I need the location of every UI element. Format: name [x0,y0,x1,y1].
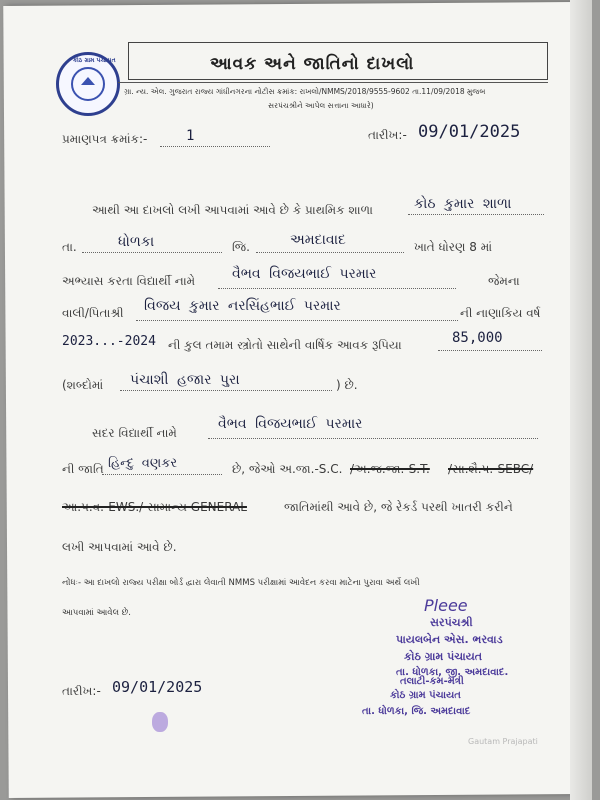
panchayat-seal [56,52,120,116]
standard-text: ખાતે ધોરણ 8 માં [414,240,493,254]
caste-st-text: /અ.જ.જા.-S.T. [350,462,430,476]
talati-title: તલાટી-કમ-મંત્રી [400,676,464,687]
caste-ews-general-text: આ.પ.વ.-EWS./ સામાન્ય GENERAL [62,500,247,514]
dotted-line [256,252,404,253]
talati-panchayat: કોઠ ગ્રામ પંચાયત [390,690,461,701]
caste-suffix: જાતિમાંથી આવે છે, જે રેકર્ડ પરથી ખાતરી કરીને [284,500,513,514]
house-icon [81,77,95,85]
caste-prefix: ની જાતિ [62,462,104,476]
certificate-title: આવક અને જાતિનો દાખલો [210,54,415,74]
words-suffix: ) છે. [336,378,358,392]
dotted-line [438,350,542,351]
dotted-line [160,146,270,147]
parent-prefix: વાલી/પિતાશ્રી [62,306,124,320]
closing-text: લખી આપવામાં આવે છે. [62,540,177,554]
financial-year: 2023...-2024 [62,334,156,349]
date-value: 09/01/2025 [418,122,521,142]
sarpanch-name: પાયલબેન એસ. ભરવાડ [396,633,503,646]
header-reference-line2: સરપંચશ્રીને આપેલ સત્તાના આધારે) [268,101,374,110]
income-value: 85,000 [452,330,503,346]
dotted-line [218,288,456,289]
student-suffix: જેમના [488,274,520,288]
student2-name: વૈભવ વિજયભાઈ પરમાર [218,416,363,432]
district-value: અમદાવાદ [290,232,346,248]
watermark: Gautam Prajapati [468,737,538,746]
dotted-line [120,390,332,391]
note-line2: આપવામાં આવેલ છે. [62,608,132,618]
student2-prefix: સદર વિદ્યાર્થી નામે [92,426,177,440]
intro-text: આથી આ દાખલો લખી આપવામાં આવે છે કે પ્રાથમિક શાળા [92,203,373,217]
school-name: કોઠ કુમાર શાળા [414,196,512,212]
sarpanch-title: સરપંચશ્રી [430,616,473,629]
student-prefix: અભ્યાસ કરતા વિદ્યાર્થી નામે [62,274,196,288]
sarpanch-place: તા. ધોળકા, જી. અમદાવાદ. [396,667,509,678]
sarpanch-signature: Pleee [424,596,468,615]
seal-ring-text: કોઠ ગ્રામ પંચાયત [73,57,116,64]
header-reference-line1: ગ્રા. ન્ય. એલ. ગુજરાત રાજ્ય ગાંધીનગરના નોટીસ ક્રમાંક: રાખલો/NMMS/2018/9555-9602 તા.11/09/2018 મુજબ [124,87,486,96]
words-prefix: (શબ્દોમાં [62,378,104,392]
dotted-line [82,252,222,253]
income-text: ની કુલ તમામ સ્ત્રોતો સાથેની વાર્ષિક આવક રૂપિયા [168,338,402,352]
dotted-line [408,214,544,215]
income-in-words: પંચાશી હજાર પુરા [130,372,240,388]
caste-sc-text: છે, જેઓ અ.જા.-S.C. [232,462,343,476]
sarpanch-panchayat: કોઠ ગ્રામ પંચાયત [404,650,483,663]
footer-date-label: તારીખ:- [62,684,101,698]
ink-smudge [152,712,168,732]
page-edge [570,0,592,800]
parent-suffix: ની નાણાકિય વર્ષ [460,306,541,320]
student-name: વૈભવ વિજયભાઈ પરમાર [232,266,377,282]
talati-place: તા. ધોળકા, જિ. અમદાવાદ [362,706,471,717]
certificate-number-value: 1 [186,128,195,144]
dotted-line [102,474,222,475]
header-divider [118,82,548,83]
caste-sebc-text: /સા.શૈ.પ.-SEBC/ [448,462,534,476]
certificate-number-label: પ્રમાણપત્ર ક્રમાંક:- [62,132,148,146]
taluka-label: તા. [62,240,77,254]
note-line1: નોંધઃ- આ દાખલો રાજ્ય પરીક્ષા બોર્ડ દ્વારા લેવાતી NMMS પરીક્ષામાં આવેદન કરવા માટેના પુરાવા અર્થે લખી [62,578,420,588]
dotted-line [136,320,458,321]
taluka-value: ધોળકા [118,234,155,250]
footer-date-value: 09/01/2025 [112,678,203,696]
date-label: તારીખ:- [368,128,407,142]
caste-value: હિન્દુ વણકર [108,456,178,471]
dotted-line [208,438,538,439]
parent-name: વિજય કુમાર નરસિંહભાઈ પરમાર [144,298,341,314]
seal-emblem [71,67,105,101]
district-label: જિ. [232,240,250,254]
